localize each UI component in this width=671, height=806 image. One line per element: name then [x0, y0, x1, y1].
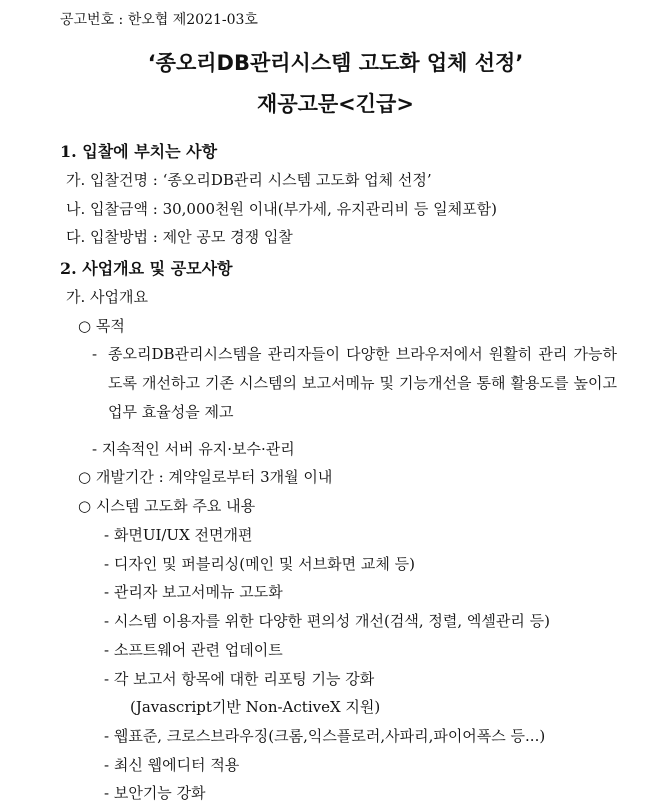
development-period: ○ 개발기간 : 계약일로부터 3개월 이내: [78, 468, 333, 486]
section-1-heading: 1. 입찰에 부치는 사항: [60, 142, 218, 161]
bid-method: 다. 입찰방법 : 제안 공모 경쟁 입찰: [66, 228, 293, 246]
upgrade-item: - 디자인 및 퍼블리싱(메인 및 서브화면 교체 등): [104, 555, 415, 573]
purpose-dash: -: [92, 345, 98, 363]
document-title: ‘종오리DB관리시스템 고도화 업체 선정’: [147, 51, 524, 75]
upgrade-label: ○ 시스템 고도화 주요 내용: [78, 497, 256, 515]
upgrade-item: - 소프트웨어 관련 업데이트: [104, 641, 283, 659]
notice-number: 공고번호 : 한오협 제2021-03호: [60, 12, 258, 28]
upgrade-item: - 화면UI/UX 전면개편: [104, 526, 253, 544]
upgrade-item: - 각 보고서 항목에 대한 리포팅 기능 강화: [104, 670, 375, 688]
server-maintenance: - 지속적인 서버 유지·보수·관리: [92, 440, 295, 458]
purpose-label: ○ 목적: [78, 317, 125, 335]
bid-amount: 나. 입찰금액 : 30,000천원 이내(부가세, 유지관리비 등 일체포함): [66, 200, 497, 218]
upgrade-item: - 보안기능 강화: [104, 784, 206, 802]
purpose-paragraph: [92, 340, 617, 427]
upgrade-item-note: (Javascript기반 Non-ActiveX 지원): [130, 698, 381, 716]
upgrade-item: - 시스템 이용자를 위한 다양한 편의성 개선(검색, 정렬, 엑셀관리 등): [104, 612, 550, 630]
upgrade-item: - 최신 웹에디터 적용: [104, 756, 240, 774]
document-subtitle: 재공고문<긴급>: [257, 92, 414, 116]
section-2-heading: 2. 사업개요 및 공모사항: [60, 259, 233, 278]
purpose-text: 종오리DB관리시스템을 관리자들이 다양한 브라우저에서 원활히 관리 가능하도록 개선하고 기존 시스템의 보고서메뉴 및 기능개선을 통해 활용도를 높이고 업무 효율성을 제고: [108, 345, 617, 421]
bid-name: 가. 입찰건명 : ‘종오리DB관리 시스템 고도화 업체 선정’: [66, 171, 432, 189]
project-overview-label: 가. 사업개요: [66, 288, 148, 306]
upgrade-item: - 관리자 보고서메뉴 고도화: [104, 583, 283, 601]
upgrade-item: - 웹표준, 크로스브라우징(크롬,익스플로러,사파리,파이어폭스 등...): [104, 727, 546, 745]
